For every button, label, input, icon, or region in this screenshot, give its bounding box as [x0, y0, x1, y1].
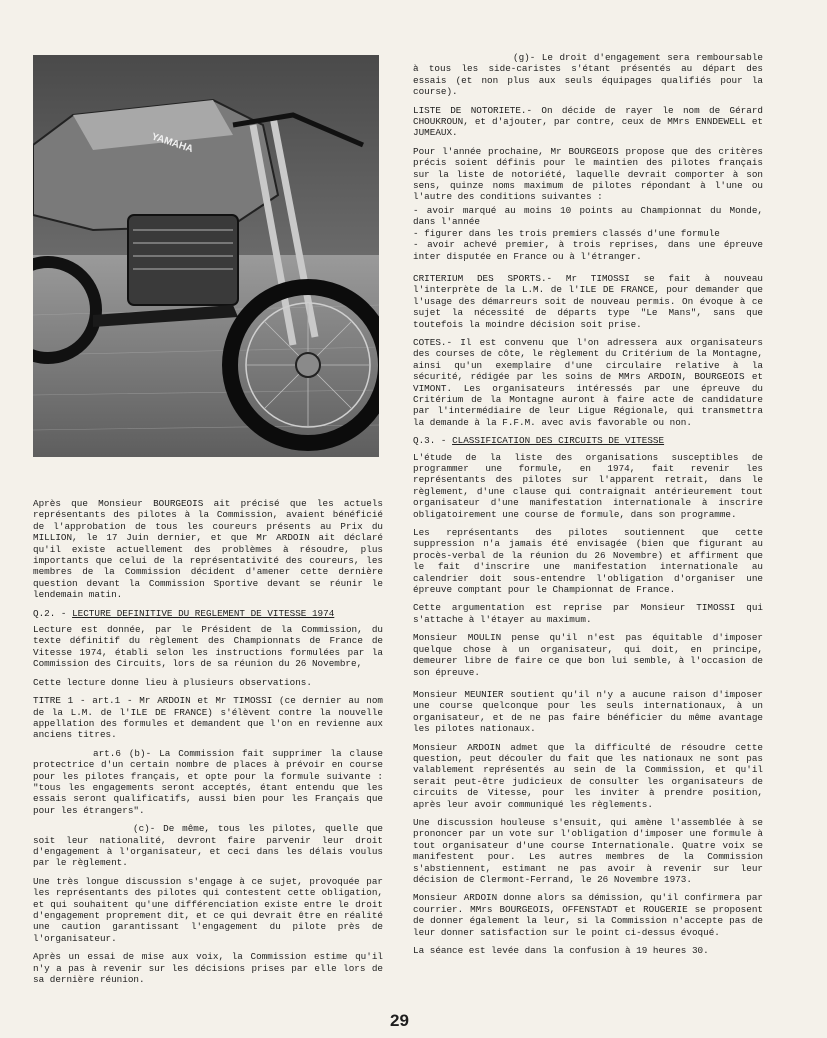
- right-text-column: [413, 52, 763, 963]
- yamaha-logo-text: YAMAHA: [150, 131, 195, 156]
- paragraph: Monsieur ARDOIN admet que la difficulté de résoudre cette question, peut découler du fait que les nationaux ne sont pas valablement représentés au sein de la Commission, et qu'il serait peut-être judicieux de consulter les organisateurs de circuits de Vitesse, pour les inviter à prendre position, après leur avoir communiqué les règlements.: [413, 741, 763, 810]
- paragraph: Cette lecture donne lieu à plusieurs observations.: [33, 676, 312, 688]
- paragraph: Une très longue discussion s'engage à ce sujet, provoquée par les représentants des pilotes qui contestent cette obligation, et qui souhaitent qu'une différenciation existe entre le droit d'engagement proprement dit, et ce qui devrait être en réalité une caution garantissant l'engagement du pilote près de l'organisateur.: [33, 875, 383, 944]
- paragraph: Cette argumentation est reprise par Monsieur TIMOSSI qui s'attache à l'étayer au maximum.: [413, 602, 763, 625]
- section-heading-q2: [33, 608, 383, 619]
- yamaha-motorcycle-image: [33, 55, 379, 457]
- paragraph: (g)- Le droit d'engagement sera remboursable à tous les side-caristes s'étant présentés au départ des essais (et non plus aux seuls équipages qualifiés pour la course).: [413, 52, 763, 98]
- paragraph: CRITERIUM DES SPORTS.- Mr TIMOSSI se fait à nouveau l'interprète de la L.M. de l'ILE DE FRANCE, pour demander que l'usage des démarreurs soit de nouveau permis. On évoque à ce sujet la nécessité de départs type "Le Mans", sans que toutefois la moindre décision soit prise.: [413, 272, 763, 330]
- paragraph: Après que Monsieur BOURGEOIS ait précisé que les actuels représentants des pilotes à la Commission, avaient bénéficié de l'approbation de tous les coureurs présents au Prix du MILLION, le 17 Juin dernier, et que Mr ARDOIN ait déclaré qu'il existe actuellement des problèmes à résoudre, plus importants que celui de la représentativité des coureurs, les membres de la Commission décident d'amener cette dernière question devant la Commission Sportive devant se réunir le lendemain matin.: [33, 498, 383, 601]
- paragraph: Monsieur MEUNIER soutient qu'il n'y a aucune raison d'imposer une course quelconque pour les seuls internationaux, à un organisateur, et de ne pas faire bénéficier du même avantage les pilotes nationaux.: [413, 688, 763, 735]
- left-text-column: [33, 498, 383, 992]
- paragraph: Une discussion houleuse s'ensuit, qui amène l'assemblée à se prononcer par un vote sur l'obligation d'imposer une formule à tout organisateur d'une course Internationale. Quatre voix se manifestent pour. Les autres membres de la Commission s'abstiennent, estimant ne pas avoir à revenir sur leur décision de Clermont-Ferrand, le 26 Novembre 1973.: [413, 816, 763, 885]
- paragraph: Après un essai de mise aux voix, la Commission estime qu'il n'y a pas à revenir sur les décisions prises par elle lors de sa dernière réunion.: [33, 951, 383, 986]
- section-heading-q3: [413, 435, 763, 446]
- paragraph: art.6 (b)- La Commission fait supprimer la clause protectrice d'un certain nombre de places à prévoir en course pour les pilotes français, et opte pour la formule suivante : "tous les engagements seront acceptés, étant entendu que les essais seront qualificatifs, aussi bien pour les Français que pour les étrangers".: [33, 747, 383, 816]
- paragraph: Les représentants des pilotes soutiennent que cette suppression n'a jamais été envisagée (bien que figurant au procès-verbal de la réunion du 26 Novembre) et affirment que le fait d'inscrire une manifestation internationale au calendrier doit sous-entendre l'obligation d'organiser une épreuve comptant pour le Championnat de France.: [413, 527, 763, 596]
- paragraph: TITRE 1 - art.1 - Mr ARDOIN et Mr TIMOSSI (ce dernier au nom de la L.M. de l'ILE DE FRANCE) s'élèvent contre la nouvelle appellation des formules et demandent que l'on en revienne aux anciens titres.: [33, 695, 383, 741]
- paragraph: Monsieur ARDOIN donne alors sa démission, qu'il confirmera par courrier. MMrs BOURGEOIS, OFFENSTADT et ROUGERIE se proposent de donner également la leur, si la Commission n'accepte pas de leur donner satisfaction sur le point ci-dessus évoqué.: [413, 892, 763, 938]
- paragraph: Lecture est donnée, par le Président de la Commission, du texte définitif du règlement des Championnats de France de Vitesse 1974, établi selon les instructions formulées par la Commission des Circuits, lors de sa réunion du 26 Novembre,: [33, 624, 383, 670]
- paragraph: Pour l'année prochaine, Mr BOURGEOIS propose que des critères précis soient définis pour le maintien des pilotes français sur la liste de notoriété, laquelle devrait comporter à son sens, quinze noms maximum de pilotes répondant à l'une ou l'autre des conditions suivantes :: [413, 145, 763, 203]
- paragraph: Monsieur MOULIN pense qu'il n'est pas équitable d'imposer quelque chose à un organisateur, qui doit, en principe, demeurer libre de faire ce que bon lui semble, à l'occasion de son épreuve.: [413, 632, 763, 678]
- page-number: 29: [390, 1011, 409, 1030]
- heading-number: Q.2. -: [33, 607, 73, 619]
- paragraph: LISTE DE NOTORIETE.- On décide de rayer le nom de Gérard CHOUKROUN, et d'ajouter, par contre, ceux de MMrs ENNDEWELL et JUMEAUX.: [413, 104, 763, 139]
- heading-title: CLASSIFICATION DES CIRCUITS DE VITESSE: [452, 435, 665, 447]
- paragraph: La séance est levée dans la confusion à 19 heures 30.: [413, 945, 709, 957]
- paragraph: COTES.- Il est convenu que l'on adressera aux organisateurs des courses de côte, le règlement du Critérium de la Montagne, ainsi qu'un exemplaire d'une circulaire relative à la sécurité, rédigée par les soins de MMrs ARDOIN, BOURGEOIS et VIMONT. Les organisateurs intéressés par une épreuve du Critérium de la Montagne auront à faire acte de candidature par l'intermédiaire de leur Ligue Régionale, qui transmettra la demande à la F.F.M. avec avis favorable ou non.: [413, 336, 763, 428]
- motorcycle-photo: [33, 55, 379, 457]
- heading-title: LECTURE DEFINITIVE DU REGLEMENT DE VITESSE 1974: [72, 607, 335, 619]
- bullet-list: - avoir marqué au moins 10 points au Championnat du Monde, dans l'année - figurer dans les trois premiers classés d'une formule - avoir achevé premier, à trois reprises, dans une épreuve inter disputée en France ou à l'étranger.: [413, 204, 763, 262]
- paragraph: L'étude de la liste des organisations susceptibles de programmer une formule, en 1974, fait revenir les représentants des pilotes sur l'apparent retrait, dans le règlement, d'une clause qui contraignait antérieurement tout organisateur d'une manifestation internationale à inscrire obligatoirement une course de formule, dans son programme.: [413, 451, 763, 520]
- heading-number: Q.3. -: [413, 435, 453, 447]
- paragraph: (c)- De même, tous les pilotes, quelle que soit leur nationalité, devront faire parvenir leur droit d'engagement à l'organisateur, et ceci dans les délais voulus par le règlement.: [33, 823, 383, 869]
